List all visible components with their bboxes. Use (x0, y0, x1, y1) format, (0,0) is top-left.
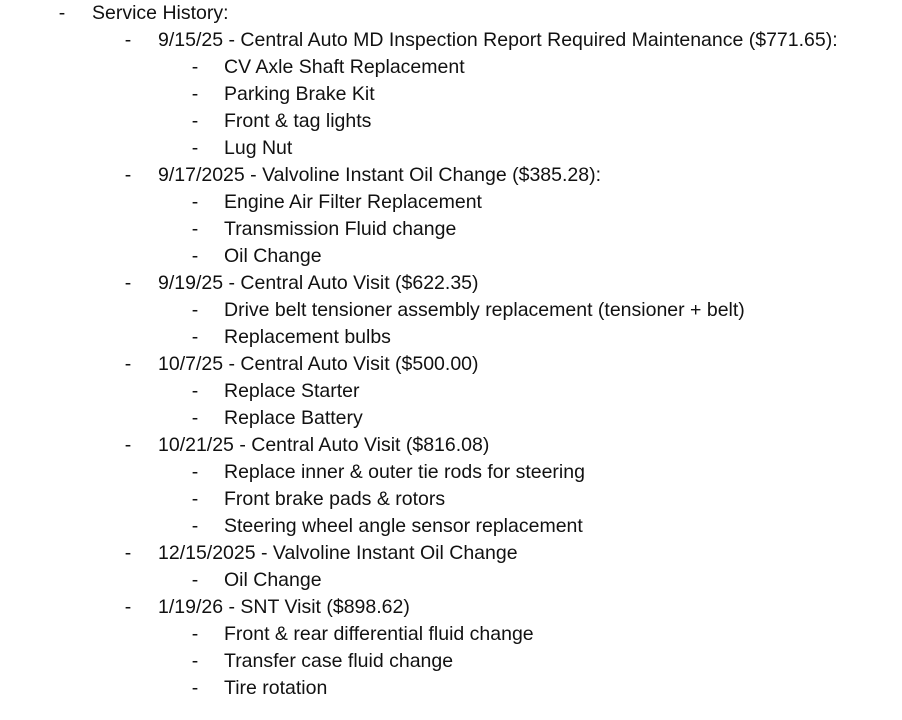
visit-heading: 1/19/26 - SNT Visit ($898.62) (158, 596, 410, 618)
bullet-dash: - (191, 137, 199, 159)
service-item-text: Replace Battery (224, 407, 363, 429)
service-item-text: Transfer case fluid change (224, 650, 454, 672)
service-item-text: Front brake pads & rotors (224, 488, 446, 510)
bullet-dash: - (191, 110, 199, 132)
bullet-dash: - (124, 353, 132, 375)
bullet-dash: - (191, 218, 199, 240)
bullet-dash: - (124, 434, 132, 456)
bullet-dash: - (58, 2, 66, 24)
bullet-dash: - (191, 650, 199, 672)
service-item-text: Front & rear differential fluid change (224, 623, 534, 645)
visit-heading: 9/19/25 - Central Auto Visit ($622.35) (158, 272, 479, 294)
bullet-dash: - (191, 299, 199, 321)
service-item-text: Lug Nut (224, 137, 293, 159)
bullet-dash: - (191, 83, 199, 105)
bullet-dash: - (191, 380, 199, 402)
bullet-dash: - (191, 326, 199, 348)
bullet-dash: - (191, 569, 199, 591)
service-item-text: Oil Change (224, 245, 322, 267)
service-item-text: Replacement bulbs (224, 326, 391, 348)
service-history-title: Service History: (92, 2, 229, 24)
service-item-text: Parking Brake Kit (224, 83, 375, 105)
bullet-dash: - (191, 191, 199, 213)
visit-heading: 9/15/25 - Central Auto MD Inspection Report Required Maintenance ($771.65): (158, 29, 838, 51)
visit-heading: 10/21/25 - Central Auto Visit ($816.08) (158, 434, 490, 456)
bullet-dash: - (124, 29, 132, 51)
visit-heading: 12/15/2025 - Valvoline Instant Oil Change (158, 542, 518, 564)
bullet-dash: - (191, 407, 199, 429)
visit-heading: 9/17/2025 - Valvoline Instant Oil Change ($385.28): (158, 164, 602, 186)
bullet-dash: - (191, 623, 199, 645)
service-item-text: Transmission Fluid change (224, 218, 457, 240)
bullet-dash: - (124, 542, 132, 564)
bullet-dash: - (191, 461, 199, 483)
visit-heading: 10/7/25 - Central Auto Visit ($500.00) (158, 353, 479, 375)
bullet-dash: - (124, 164, 132, 186)
bullet-dash: - (191, 56, 199, 78)
bullet-dash: - (124, 596, 132, 618)
bullet-dash: - (124, 272, 132, 294)
service-item-text: Steering wheel angle sensor replacement (224, 515, 583, 537)
bullet-dash: - (191, 245, 199, 267)
service-item-text: CV Axle Shaft Replacement (224, 56, 465, 78)
bullet-dash: - (191, 677, 199, 699)
service-item-text: Tire rotation (224, 677, 328, 699)
service-item-text: Oil Change (224, 569, 322, 591)
service-item-text: Front & tag lights (224, 110, 372, 132)
service-item-text: Engine Air Filter Replacement (224, 191, 482, 213)
service-item-text: Drive belt tensioner assembly replacement (tensioner + belt) (224, 299, 745, 321)
bullet-dash: - (191, 488, 199, 510)
bullet-dash: - (191, 515, 199, 537)
service-item-text: Replace inner & outer tie rods for steering (224, 461, 585, 483)
service-item-text: Replace Starter (224, 380, 360, 402)
